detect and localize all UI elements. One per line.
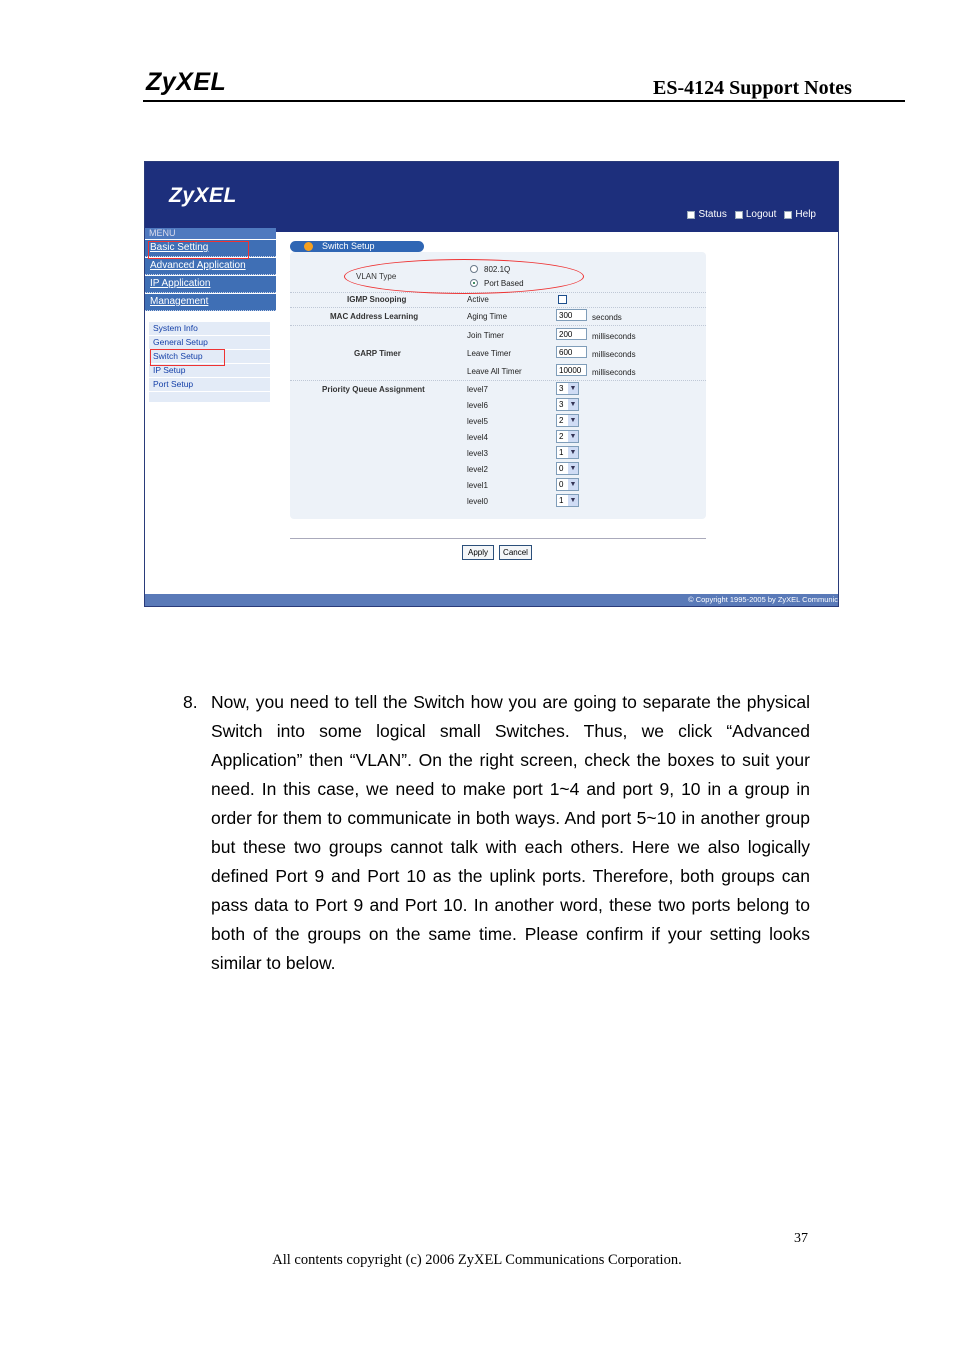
level6-value: 3: [559, 400, 564, 409]
level1-label: level1: [467, 481, 488, 490]
mac-learning-label: MAC Address Learning: [330, 312, 419, 321]
logout-link-label: Logout: [745, 209, 777, 220]
level3-select[interactable]: [556, 446, 579, 459]
level2-select[interactable]: [556, 462, 579, 475]
chevron-down-icon: ▼: [569, 433, 577, 440]
level5-value: 2: [559, 416, 564, 425]
chevron-down-icon: ▼: [569, 385, 577, 392]
menu-item-advanced-application[interactable]: Advanced Application: [145, 258, 276, 275]
chevron-down-icon: ▼: [569, 497, 577, 504]
step-number: 8.: [183, 692, 198, 712]
menu-item-basic-setting[interactable]: Basic Setting: [145, 240, 276, 257]
leave-timer-unit: milliseconds: [592, 350, 636, 359]
level7-label: level7: [467, 385, 488, 394]
chevron-down-icon: ▼: [569, 449, 577, 456]
level5-label: level5: [467, 417, 488, 426]
join-timer-input[interactable]: 200: [556, 328, 587, 340]
page-number: 37: [794, 1231, 808, 1246]
status-icon: [687, 211, 695, 219]
chevron-down-icon: ▼: [569, 401, 577, 408]
level4-select[interactable]: [556, 430, 579, 443]
priority-queue-label: Priority Queue Assignment: [322, 385, 425, 394]
igmp-snooping-label: IGMP Snooping: [347, 295, 407, 304]
chevron-down-icon: ▼: [569, 481, 577, 488]
vlan-8021q-label: 802.1Q: [484, 265, 511, 274]
app-logo: ZyXEL: [169, 184, 237, 207]
menu-item-ip-application[interactable]: IP Application: [145, 276, 276, 293]
leave-all-timer-unit: milliseconds: [592, 368, 636, 377]
level7-select[interactable]: [556, 382, 579, 395]
chevron-down-icon: ▼: [569, 417, 577, 424]
join-timer-label: Join Timer: [467, 331, 504, 340]
vlan-type-highlight: [344, 259, 584, 294]
status-link[interactable]: [687, 209, 726, 220]
level0-value: 1: [559, 496, 564, 505]
level1-value: 0: [559, 480, 564, 489]
level6-select[interactable]: [556, 398, 579, 411]
level4-label: level4: [467, 433, 488, 442]
logout-link[interactable]: [735, 209, 777, 220]
doc-logo: ZyXEL: [146, 68, 227, 96]
aging-time-label: Aging Time: [467, 312, 508, 321]
help-link-label: Help: [795, 209, 816, 220]
join-timer-unit: milliseconds: [592, 332, 636, 341]
copyright-footer: All contents copyright (c) 2006 ZyXEL Communications Corporation.: [272, 1252, 682, 1268]
help-icon: [784, 211, 792, 219]
vlan-port-based-label: Port Based: [484, 279, 524, 288]
submenu-item-system-info[interactable]: System Info: [149, 322, 270, 336]
header-rule: [143, 100, 905, 102]
switch-setup-screenshot: [144, 161, 839, 607]
section-title: Switch Setup: [322, 241, 375, 251]
menu-title: MENU: [145, 228, 276, 239]
igmp-active-label: Active: [467, 295, 489, 304]
level4-value: 2: [559, 432, 564, 441]
chevron-down-icon: ▼: [569, 465, 577, 472]
help-link[interactable]: [784, 209, 816, 220]
leave-timer-label: Leave Timer: [467, 349, 512, 358]
step-text: Now, you need to tell the Switch how you are going to separate the physical Switch into some logical small Switches. Thus, we click “Advanced Application” then “VLAN”. On the right screen, check the boxes to suit your need. In this case, we need to make port 1~4 and port 9, 10 in a group in order for them to communicate in both ways. And port 5~10 in another group but these two groups cannot talk with each others. Here we also logically defined Port 9 and Port 10 as the uplink ports. Therefore, both groups can pass data to Port 9 and Port 10. In another word, these two ports belong to both of the groups on the same time. Please confirm if your setting looks similar to below.: [211, 692, 810, 973]
igmp-active-checkbox[interactable]: [558, 295, 567, 304]
cancel-button[interactable]: Cancel: [499, 545, 532, 560]
level3-value: 1: [559, 448, 564, 457]
status-link-label: Status: [698, 209, 727, 220]
submenu-item-switch-setup[interactable]: Switch Setup: [149, 350, 270, 364]
app-header: [145, 162, 838, 232]
section-tab-dot-icon: [304, 242, 313, 251]
level2-label: level2: [467, 465, 488, 474]
basic-setting-highlight: [148, 241, 249, 259]
vlan-type-label: VLAN Type: [356, 272, 397, 281]
submenu-item-port-setup[interactable]: Port Setup: [149, 378, 270, 392]
divider: [290, 538, 706, 539]
switch-setup-highlight: [150, 349, 225, 366]
level2-value: 0: [559, 464, 564, 473]
level5-select[interactable]: [556, 414, 579, 427]
footer-bar: [145, 594, 838, 606]
doc-title: ES-4124 Support Notes: [653, 77, 852, 99]
level0-select[interactable]: [556, 494, 579, 507]
level3-label: level3: [467, 449, 488, 458]
garp-timer-label: GARP Timer: [354, 349, 401, 358]
level0-label: level0: [467, 497, 488, 506]
menu-item-management[interactable]: Management: [145, 294, 276, 311]
leave-timer-input[interactable]: 600: [556, 346, 587, 358]
submenu-footer: [149, 392, 270, 402]
aging-time-input[interactable]: 300: [556, 309, 587, 321]
logout-icon: [735, 211, 743, 219]
aging-time-unit: seconds: [592, 313, 622, 322]
section-tab: [290, 241, 424, 252]
leave-all-timer-label: Leave All Timer: [467, 367, 522, 376]
level1-select[interactable]: [556, 478, 579, 491]
submenu-item-general-setup[interactable]: General Setup: [149, 336, 270, 350]
level6-label: level6: [467, 401, 488, 410]
apply-button[interactable]: Apply: [462, 545, 494, 560]
footer-copyright: © Copyright 1995-2005 by ZyXEL Communic: [688, 595, 838, 604]
submenu-item-ip-setup[interactable]: IP Setup: [149, 364, 270, 378]
level7-value: 3: [559, 384, 564, 393]
top-links: [687, 209, 816, 220]
leave-all-timer-input[interactable]: 10000: [556, 364, 587, 376]
